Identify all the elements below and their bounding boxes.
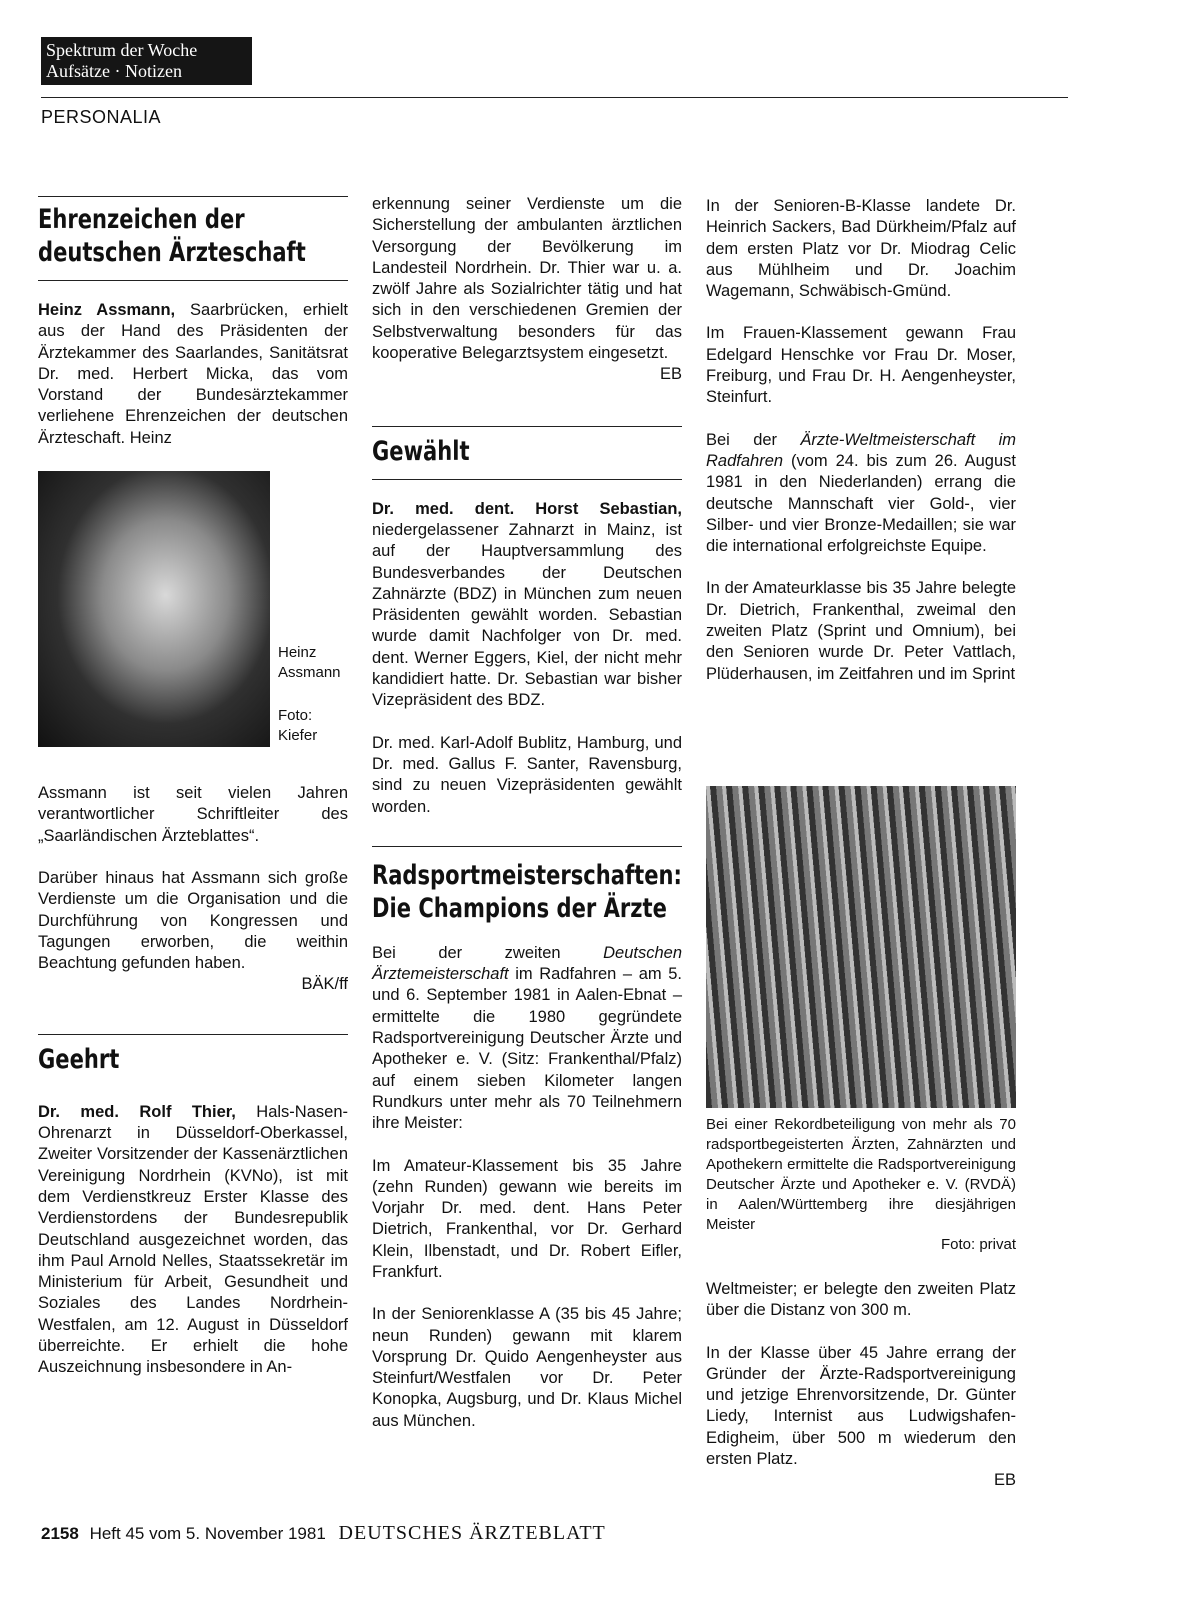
paragraph: Dr. med. Rolf Thier, Hals-Nasen-Ohrenarzt in Düsseldorf-Oberkassel, Zweiter Vorsitzender der Kassenärztlichen Vereinigung Nordrhein (KVNo), ist mit dem Verdienstkreuz Erster Klasse des Verdienstordens der Bundesrepublik Deutschland ausgezeichnet worden, das ihm Paul Arnold Nelles, Staatssekretär im Ministerium für Arbeit, Gesundheit und Soziales des Landes Nordrhein-Westfalen, am 12. August in Düsseldorf überreichte. Er erhielt die hohe Auszeichnung insbesondere in An- [38, 1102, 348, 1377]
column-3-lower [706, 1115, 1016, 1492]
paragraph: Weltmeister; er belegte den zweiten Platz über die Distanz von 300 m. [706, 1280, 1016, 1320]
photo-caption: Heinz Assmann [278, 644, 341, 682]
portrait-figure [38, 471, 348, 783]
signature: EB [993, 1471, 1016, 1490]
page-number: 2158 [41, 1524, 79, 1543]
paragraph: In der Amateurklasse bis 35 Jahre belegte Dr. Dietrich, Frankenthal, zweimal den zweiten Platz (Sprint und Omnium), bei den Senioren wurde Dr. Peter Vattlach, Plüderhausen, im Zeitfahren und im Sprint [706, 579, 1016, 683]
cyclists-photo [706, 786, 1016, 1108]
heading-gewaehlt: Gewählt [372, 435, 470, 467]
paragraph: Bei der zweiten Deutschen Ärztemeisterschaft im Radfahren – am 5. und 6. September 1981 in Aalen-Ebnat – ermittelte die 1980 gegründete Radsportvereinigung Deutscher Ärzte und Apotheker e. V. (Sitz: Frankenthal/Pfalz) auf einem sieben Kilometer langen Rundkurs unter mehr als 70 Teilnehmern ihre Meister: [372, 943, 682, 1133]
header-rule [41, 97, 1068, 98]
divider [372, 426, 682, 427]
divider [38, 196, 348, 197]
section-label: PERSONALIA [41, 107, 162, 127]
paragraph: Dr. med. dent. Horst Sebastian, niedergelassener Zahnarzt in Mainz, ist auf der Hauptversammlung des Bundesverbandes der Deutschen Zahnärzte (BDZ) in München zum neuen Präsidenten gewählt worden. Sebastian wurde damit Nachfolger von Dr. med. dent. Werner Eggers, Kiel, der nicht mehr kandidiert hatte. Dr. Sebastian war bisher Vizepräsident des BDZ. [372, 499, 682, 710]
photo-credit-name: Kiefer [278, 727, 318, 745]
masthead-line-1: Spektrum der Woche [46, 40, 198, 60]
paragraph: Darüber hinaus hat Assmann sich große Verdienste um die Organisation und die Durchführung von Kongressen und Tagungen erworben, die weithin Beachtung gefunden haben. [38, 868, 348, 973]
magazine-name: DEUTSCHES ÄRZTEBLATT [338, 1522, 606, 1544]
paragraph: Im Amateur-Klassement bis 35 Jahre (zehn Runden) gewann wie bereits im Vorjahr Dr. med. dent. Hans Peter Dietrich, Frankenthal, vor Dr. Gerhard Klein, Ilbenstadt, und Dr. Robert Eifler, Frankfurt. [372, 1156, 682, 1281]
heading-ehrenzeichen: Ehrenzeichen der deutschen Ärzteschaft [38, 204, 306, 268]
photo-caption: Bei einer Rekordbeteiligung von mehr als 70 radsportbegeisterten Ärzten, Zahnärzten und Apothekern ermittelte die Radsportvereinigung Deutscher Ärzte und Apotheker e. V. (RVDÄ) in Aalen/Württemberg ihre diesjährigen Meister [706, 1116, 1016, 1233]
paragraph: Heinz Assmann, Saarbrücken, erhielt aus der Hand des Präsidenten der Ärztekammer des Saarlandes, Sanitätsrat Dr. med. Herbert Micka, das vom Vorstand der Bundesärztekammer verliehene Ehrenzeichen der deutschen Ärzteschaft. Heinz [38, 301, 348, 447]
photo-credit-label: Foto: [278, 707, 313, 725]
footer [41, 1522, 606, 1545]
masthead [41, 37, 252, 85]
paragraph: In der Klasse über 45 Jahre errang der Gründer der Ärzte-Radsportvereinigung und jetzige Ehrenvorsitzende, Dr. Günter Liedy, Internist aus Ludwigshafen-Edigheim, über 500 m wiederum den ersten Platz. [706, 1343, 1016, 1469]
divider [372, 479, 682, 480]
paragraph: Dr. med. Karl-Adolf Bublitz, Hamburg, und Dr. med. Gallus F. Santer, Ravensburg, sind zu neuen Vizepräsidenten gewählt worden. [372, 733, 682, 816]
paragraph: In der Seniorenklasse A (35 bis 45 Jahre; neun Runden) gewann mit klarem Vorsprung Dr. Quido Aengenheyster aus Steinfurt/Westfalen vor Dr. Peter Konopka, Augsburg, und Dr. Klaus Michel aus München. [372, 1305, 682, 1430]
column-3 [706, 196, 1016, 706]
column-1 [38, 196, 348, 1400]
issue-info: Heft 45 vom 5. November 1981 [89, 1524, 326, 1543]
signature: EB [659, 365, 682, 384]
portrait-photo [38, 471, 270, 747]
signature: BÄK/ff [301, 975, 348, 994]
paragraph: In der Senioren-B-Klasse landete Dr. Heinrich Sackers, Bad Dürkheim/Pfalz auf dem ersten Platz vor Dr. Miodrag Celic aus Mühlheim und Dr. Joachim Wagemann, Schwäbisch-Gmünd. [706, 197, 1016, 301]
heading-radsport: Radsportmeisterschaften: Die Champions der Ärzte [372, 859, 682, 924]
paragraph: Bei der Ärzte-Weltmeisterschaft im Radfahren (vom 24. bis zum 26. August 1981 in den Niederlanden) errang die deutsche Mannschaft vier Gold-, vier Silber- und vier Bronze-Medaillen; sie war die international erfolgreichste Equipe. [706, 430, 1016, 556]
masthead-line-2: Aufsätze · Notizen [46, 61, 182, 81]
divider [38, 1034, 348, 1035]
photo-credit: Foto: privat [940, 1236, 1016, 1253]
heading-geehrt: Geehrt [38, 1043, 120, 1075]
paragraph: Im Frauen-Klassement gewann Frau Edelgard Henschke vor Frau Dr. Moser, Freiburg, und Frau Dr. H. Aengenheyster, Steinfurt. [706, 324, 1016, 407]
column-2 [372, 194, 682, 1453]
paragraph: erkennung seiner Verdienste um die Sicherstellung der ambulanten ärztlichen Versorgung der Bevölkerung im Landesteil Nordrhein. Dr. Thier war u. a. zwölf Jahre als Sozialrichter tätig und hat sich in den verschiedenen Gremien der Selbstverwaltung besonders für das kooperative Belegarztsystem eingesetzt. [372, 195, 682, 363]
paragraph: Assmann ist seit vielen Jahren verantwortlicher Schriftleiter des „Saarländischen Ärzteblattes“. [38, 784, 348, 845]
divider [38, 280, 348, 281]
divider [372, 846, 682, 847]
